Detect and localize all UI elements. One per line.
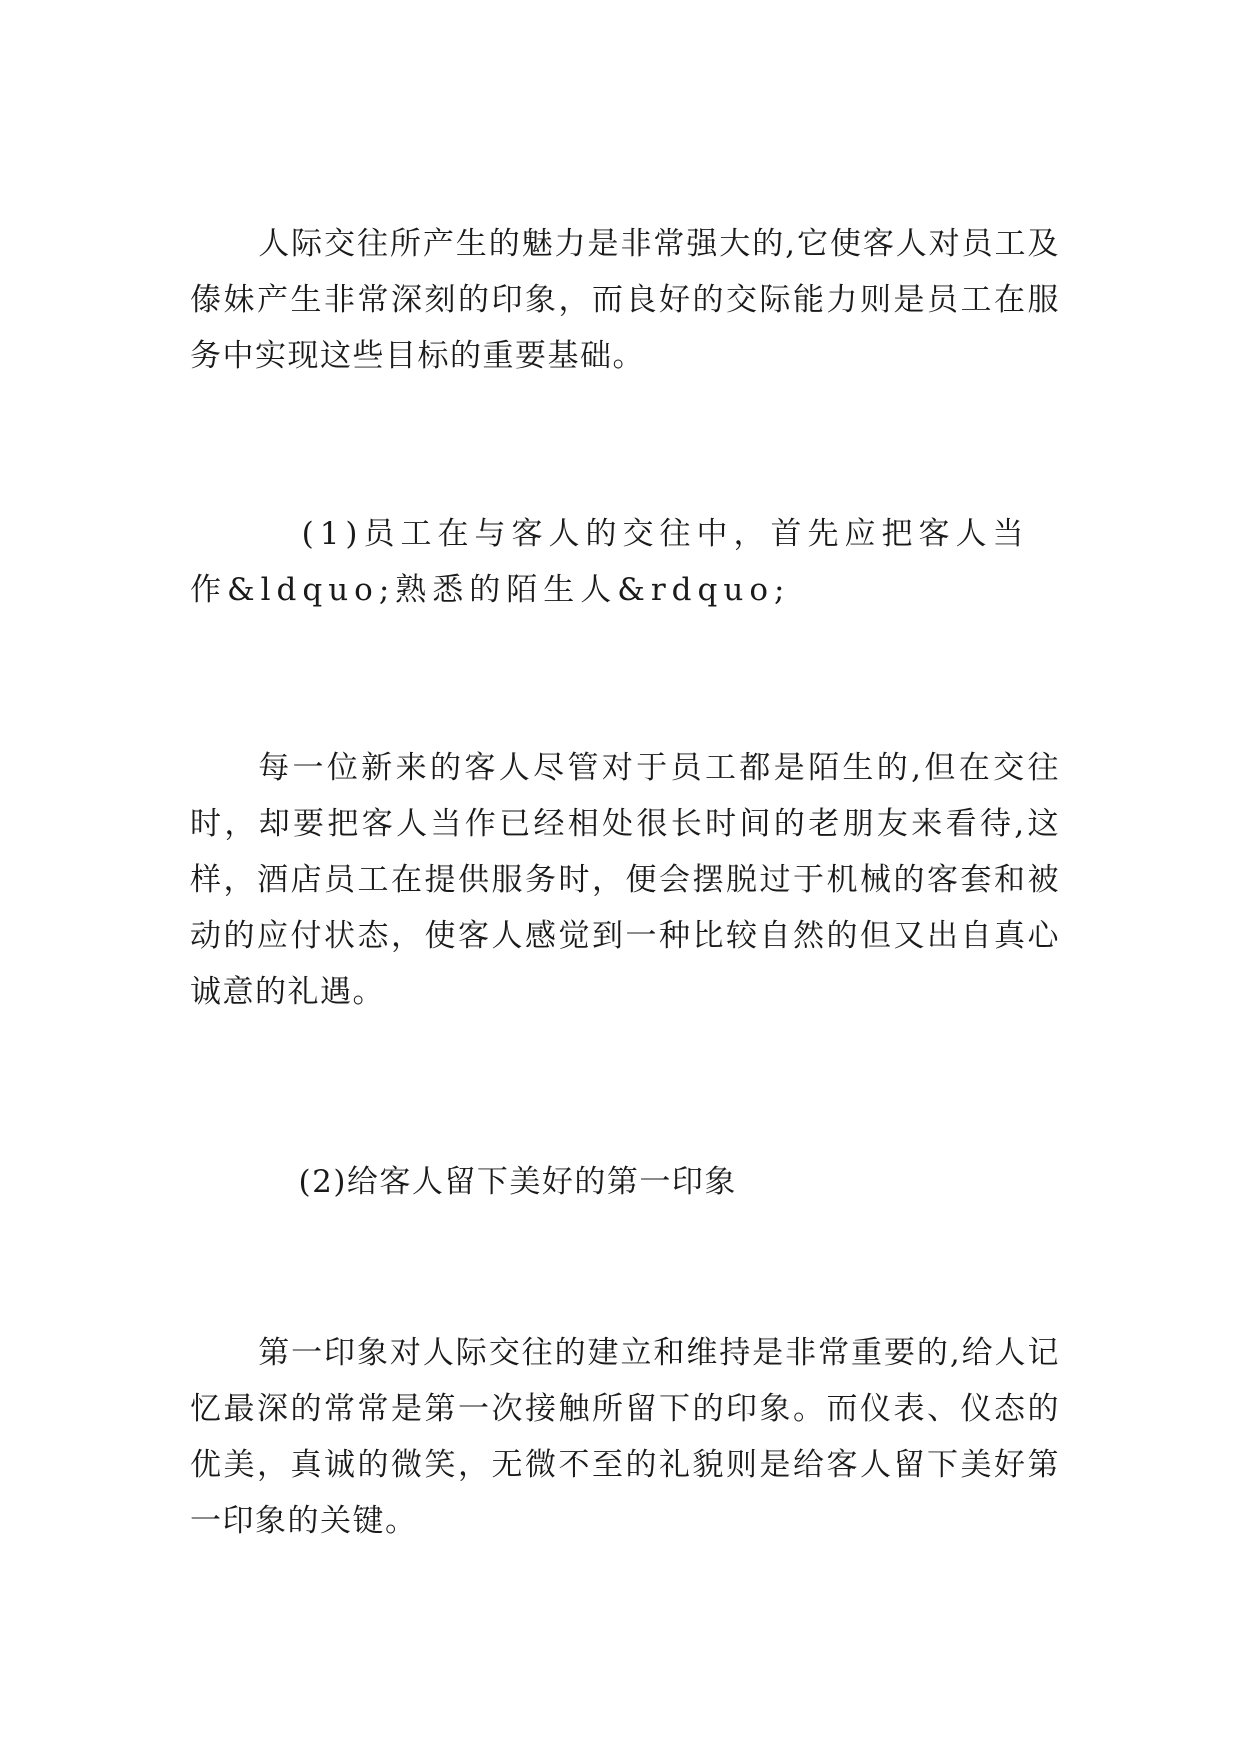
section-heading-first-impression: (2)给客人留下美好的第一印象 [298, 1164, 737, 1200]
body-paragraph-new-guests: 每一位新来的客人尽管对于员工都是陌生的,但在交往时，却要把客人当作已经相处很长时间的老朋友来看待,这样，酒店员工在提供服务时，便会摆脱过于机械的客套和被动的应付状态，使客人感觉到一种比较自然的但又出自真心诚意的礼遇。 [190, 750, 1060, 1010]
body-paragraph-first-impression: 第一印象对人际交往的建立和维持是非常重要的,给人记忆最深的常常是第一次接触所留下的印象。而仪表、仪态的优美，真诚的微笑，无微不至的礼貌则是给客人留下美好第一印象的关键。 [190, 1335, 1060, 1539]
body-paragraph-interpersonal-charm: 人际交往所产生的魅力是非常强大的,它使客人对员工及傣妹产生非常深刻的印象，而良好的交际能力则是员工在服务中实现这些目标的重要基础。 [190, 226, 1060, 374]
section-heading-familiar-stranger: (1)员工在与客人的交往中，首先应把客人当作&ldquo;熟悉的陌生人&rdquo; [190, 516, 1030, 608]
